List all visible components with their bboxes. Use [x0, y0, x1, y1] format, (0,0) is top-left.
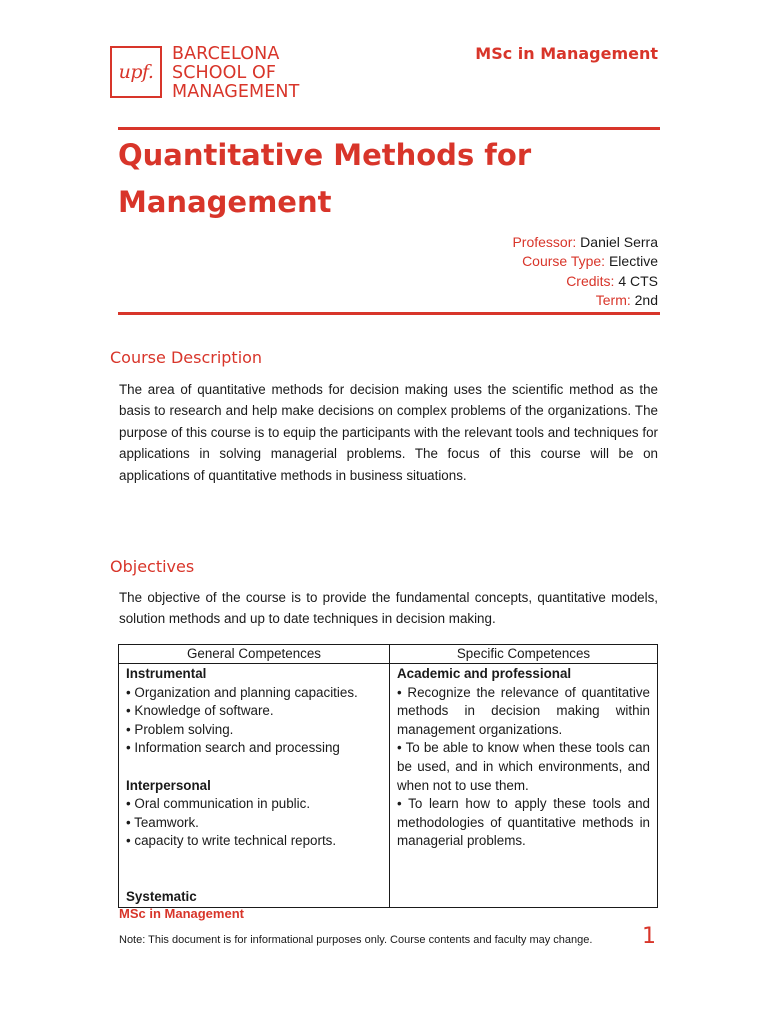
course-description-text: The area of quantitative methods for decision making uses the scientific method as the basis to research and help make decisions on complex problems of the organizations. The purpose of this course is to equip the participants with the relevant tools and techniques for applications in solving managerial problems. The focus of this course will be on applications of quantitative methods in business situations.	[119, 382, 658, 483]
logo-line-1: BARCELONA	[172, 44, 280, 64]
instrumental-title: Instrumental	[126, 666, 207, 681]
term-row	[512, 291, 658, 310]
page-number: 1	[642, 924, 656, 949]
upf-logo-mark	[110, 46, 162, 98]
specific-competences-cell	[390, 664, 658, 908]
list-item: • Organization and planning capacities.	[126, 684, 358, 700]
credits-row	[512, 272, 658, 291]
list-item: • Recognize the relevance of quantitative methods in decision making within management organizations.	[397, 684, 650, 737]
course-title	[118, 132, 678, 226]
credits-value: 4 CTS	[618, 272, 658, 289]
footer-disclaimer: Note: This document is for informational purposes only. Course contents and faculty may change.	[119, 934, 593, 946]
list-item: • Teamwork.	[126, 814, 199, 830]
header-program-name: MSc in Management	[475, 44, 658, 63]
general-competences-header: General Competences	[119, 645, 390, 664]
course-type-row	[512, 252, 658, 271]
list-item: • Information search and processing	[126, 740, 340, 756]
list-item: • Problem solving.	[126, 721, 234, 737]
list-item: • Oral communication in public.	[126, 796, 311, 812]
course-meta	[512, 233, 658, 311]
course-description-heading: Course Description	[110, 348, 263, 367]
course-title-line-1: Quantitative Methods for	[118, 138, 532, 172]
competences-body-row	[119, 664, 658, 908]
logo-line-2: SCHOOL OF	[172, 63, 277, 83]
specific-competences-header: Specific Competences	[390, 645, 658, 664]
term-label: Term:	[595, 292, 631, 309]
list-item: • Knowledge of software.	[126, 703, 274, 719]
spacer	[126, 870, 382, 889]
logo-mark-text: upf.	[118, 61, 154, 83]
professor-label: Professor:	[512, 234, 577, 250]
spacer	[126, 851, 382, 870]
competences-header-row	[119, 645, 658, 664]
systematic-title: Systematic	[126, 889, 197, 905]
course-type-value: Elective	[608, 253, 658, 270]
course-type-label: Course Type:	[522, 253, 606, 270]
credits-label: Credits:	[566, 272, 615, 289]
list-item: • To be able to know when these tools can be used, and in which environments, and when not to use them.	[397, 740, 650, 793]
term-value: 2nd	[634, 292, 658, 309]
title-top-rule	[118, 127, 660, 130]
footer-program-name: MSc in Management	[119, 906, 244, 921]
objectives-text: The objective of the course is to provide the fundamental concepts, quantitative models, solution methods and up to date techniques in decision making.	[119, 590, 658, 627]
list-item: • capacity to write technical reports.	[126, 833, 337, 849]
objectives-heading: Objectives	[110, 557, 195, 576]
academic-professional-title: Academic and professional	[397, 666, 572, 681]
list-item: • To learn how to apply these tools and methodologies of quantitative methods in managerial problems.	[397, 796, 650, 849]
logo-line-3: MANAGEMENT	[172, 82, 300, 102]
general-competences-cell	[119, 664, 390, 908]
title-bottom-rule	[118, 312, 660, 315]
professor-row	[512, 233, 658, 252]
competences-table	[118, 644, 658, 908]
interpersonal-title: Interpersonal	[126, 777, 211, 793]
school-logo-text	[172, 45, 299, 102]
course-title-line-2: Management	[118, 185, 332, 219]
spacer	[126, 758, 382, 777]
professor-value: Daniel Serra	[580, 234, 658, 250]
